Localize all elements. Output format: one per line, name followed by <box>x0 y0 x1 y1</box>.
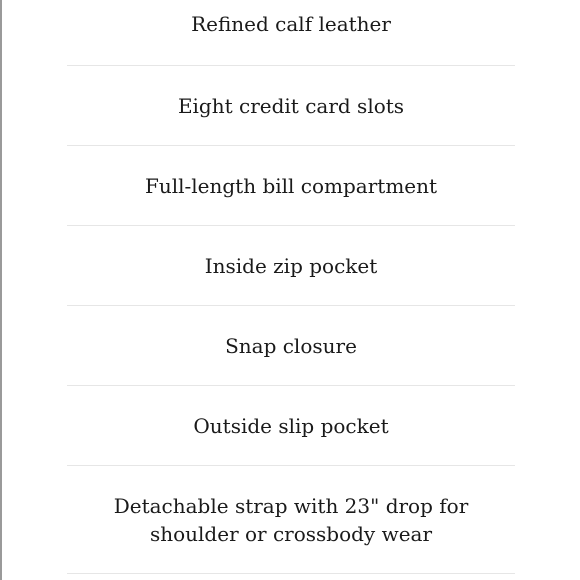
left-border-line <box>0 0 2 580</box>
feature-item-detachable-strap: Detachable strap with 23" drop for shoulder or crossbody wear <box>67 466 515 574</box>
feature-item-snap-closure: Snap closure <box>67 306 515 386</box>
feature-item-bill-compartment: Full-length bill compartment <box>67 146 515 226</box>
feature-item-leather: Refined calf leather <box>67 0 515 66</box>
feature-item-zip-pocket: Inside zip pocket <box>67 226 515 306</box>
feature-list <box>67 0 515 574</box>
feature-item-card-slots: Eight credit card slots <box>67 66 515 146</box>
feature-item-slip-pocket: Outside slip pocket <box>67 386 515 466</box>
